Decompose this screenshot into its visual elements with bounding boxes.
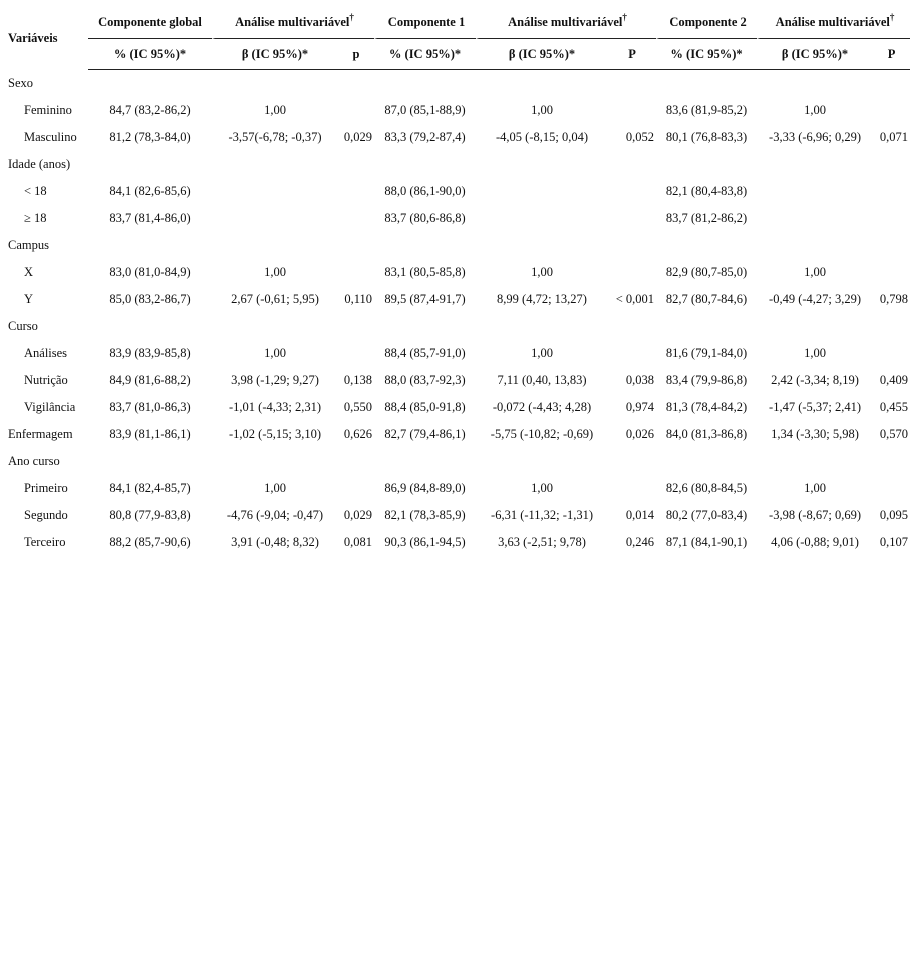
table-cell (212, 448, 338, 475)
table-cell (476, 178, 608, 205)
table-cell (212, 232, 338, 259)
table-cell: 0,455 (879, 400, 909, 414)
table-cell (757, 448, 873, 475)
variable-category-label: Análises (24, 346, 68, 360)
table-cell: 4,06 (-0,88; 9,01) (771, 535, 859, 549)
table-cell: 84,0 (81,3-86,8) (665, 427, 748, 441)
table-cell: < 0,001 (615, 292, 655, 306)
table-cell (88, 448, 212, 475)
table-cell (374, 151, 476, 178)
variable-group-label: Campus (8, 238, 49, 252)
table-cell: 80,1 (76,8-83,3) (665, 130, 748, 144)
subheader-pct-global: % (IC 95%)* (88, 39, 212, 70)
variable-category-label: Vigilância (24, 400, 76, 414)
table-cell (476, 313, 608, 340)
table-cell: 87,1 (84,1-90,1) (665, 535, 748, 549)
header-row-subcolumns (4, 39, 910, 70)
variables-header: Variáveis (8, 30, 58, 45)
table-cell: 88,2 (85,7-90,6) (109, 535, 191, 549)
table-cell (873, 70, 910, 97)
table-cell: 0,081 (343, 535, 373, 549)
table-cell: 83,7 (80,6-86,8) (384, 211, 466, 225)
table-cell (873, 205, 910, 232)
table-cell: 1,00 (264, 346, 286, 360)
table-cell (476, 205, 608, 232)
subheader-p-3: P (873, 39, 910, 70)
table-cell: 82,1 (78,3-85,9) (384, 508, 466, 522)
table-cell: -1,01 (-4,33; 2,31) (229, 400, 321, 414)
table-cell: 0,626 (343, 427, 373, 441)
table-cell (338, 259, 374, 286)
table-cell (212, 313, 338, 340)
table-cell (338, 97, 374, 124)
group-header-global: Componente global (88, 6, 212, 39)
table-row (4, 70, 910, 97)
table-cell: 82,7 (79,4-86,1) (384, 427, 466, 441)
table-cell: 85,0 (83,2-86,7) (109, 292, 191, 306)
table-row (4, 97, 910, 124)
table-row (4, 502, 910, 529)
table-cell (88, 313, 212, 340)
table-cell: 0,550 (343, 400, 373, 414)
table-cell (608, 97, 656, 124)
variable-category-label: Masculino (24, 130, 77, 144)
table-cell: 88,0 (86,1-90,0) (384, 184, 466, 198)
results-table (4, 6, 910, 556)
table-cell (374, 313, 476, 340)
table-cell: 1,00 (531, 103, 553, 117)
table-cell (608, 448, 656, 475)
subheader-beta-2: β (IC 95%)* (476, 39, 608, 70)
table-cell (338, 313, 374, 340)
table-cell (476, 448, 608, 475)
table-cell (608, 232, 656, 259)
table-cell: 84,9 (81,6-88,2) (109, 373, 191, 387)
table-cell (212, 70, 338, 97)
variable-group-label: Idade (anos) (8, 157, 71, 171)
table-cell (338, 205, 374, 232)
table-cell: 83,7 (81,4-86,0) (109, 211, 191, 225)
variable-group-label: Curso (8, 319, 38, 333)
table-cell: -5,75 (-10,82; -0,69) (490, 427, 594, 441)
table-row (4, 340, 910, 367)
table-row (4, 259, 910, 286)
table-cell (656, 448, 757, 475)
table-cell: 0,570 (879, 427, 909, 441)
table-cell: -0,072 (-4,43; 4,28) (492, 400, 592, 414)
table-cell: 0,138 (343, 373, 373, 387)
table-cell: 82,7 (80,7-84,6) (665, 292, 748, 306)
dagger-mark: † (349, 11, 354, 22)
group-header-component-2: Componente 2 (656, 6, 757, 39)
variable-category-label: < 18 (24, 184, 47, 198)
table-cell: 1,00 (531, 481, 553, 495)
table-cell (338, 232, 374, 259)
variable-group-label: Ano curso (8, 454, 60, 468)
table-cell (338, 151, 374, 178)
dagger-mark: † (622, 11, 627, 22)
table-cell (873, 232, 910, 259)
table-cell: -1,02 (-5,15; 3,10) (229, 427, 321, 441)
table-cell: 1,00 (804, 265, 826, 279)
group-header-multivariable-3: Análise multivariável† (757, 6, 910, 39)
table-cell (757, 205, 873, 232)
table-cell: 0,029 (343, 130, 373, 144)
table-row (4, 475, 910, 502)
table-cell (88, 151, 212, 178)
table-cell (476, 232, 608, 259)
table-cell: 84,1 (82,6-85,6) (109, 184, 191, 198)
table-cell: 0,107 (879, 535, 909, 549)
table-cell (873, 178, 910, 205)
table-row (4, 394, 910, 421)
table-cell: 0,798 (879, 292, 909, 306)
table-row (4, 124, 910, 151)
table-cell (608, 151, 656, 178)
table-cell: -4,76 (-9,04; -0,47) (226, 508, 324, 522)
table-row (4, 286, 910, 313)
table-cell: 83,1 (80,5-85,8) (384, 265, 466, 279)
table-cell: 83,0 (81,0-84,9) (109, 265, 191, 279)
table-cell (608, 178, 656, 205)
variable-category-label: Enfermagem (8, 427, 73, 441)
table-cell (476, 151, 608, 178)
table-cell: 81,3 (78,4-84,2) (665, 400, 748, 414)
table-cell (212, 205, 338, 232)
table-cell: 1,00 (531, 265, 553, 279)
table-cell: 81,2 (78,3-84,0) (109, 130, 191, 144)
table-cell: 83,4 (79,9-86,8) (665, 373, 748, 387)
table-cell (608, 340, 656, 367)
table-cell (873, 313, 910, 340)
table-cell (374, 448, 476, 475)
table-cell: 1,00 (264, 481, 286, 495)
table-cell: 0,110 (344, 292, 373, 306)
table-cell (212, 151, 338, 178)
table-cell: 80,8 (77,9-83,8) (109, 508, 191, 522)
subheader-p-2: P (608, 39, 656, 70)
table-cell: 82,6 (80,8-84,5) (665, 481, 748, 495)
table-cell (757, 70, 873, 97)
table-cell: 0,038 (625, 373, 655, 387)
table-cell: 3,63 (-2,51; 9,78) (498, 535, 586, 549)
table-cell (338, 448, 374, 475)
table-cell: 84,1 (82,4-85,7) (109, 481, 191, 495)
table-cell: 0,246 (625, 535, 655, 549)
table-cell (656, 151, 757, 178)
table-cell (476, 70, 608, 97)
table-cell: -3,98 (-8,67; 0,69) (769, 508, 862, 522)
table-cell (338, 178, 374, 205)
subheader-pct-component-2: % (IC 95%)* (656, 39, 757, 70)
table-cell (873, 97, 910, 124)
table-cell: 3,91 (-0,48; 8,32) (231, 535, 319, 549)
table-row (4, 313, 910, 340)
table-cell (608, 205, 656, 232)
group-header-component-1: Componente 1 (374, 6, 476, 39)
table-cell: 3,98 (-1,29; 9,27) (231, 373, 319, 387)
dagger-mark: † (889, 11, 895, 22)
table-cell (212, 178, 338, 205)
table-row (4, 421, 910, 448)
table-cell (873, 340, 910, 367)
table-cell (608, 475, 656, 502)
table-cell (88, 232, 212, 259)
table-cell: 0,071 (879, 130, 909, 144)
table-cell (374, 232, 476, 259)
table-cell (656, 232, 757, 259)
table-cell: 88,4 (85,0-91,8) (384, 400, 466, 414)
table-cell: 89,5 (87,4-91,7) (384, 292, 466, 306)
table-cell: 1,00 (804, 346, 826, 360)
table-cell: 80,2 (77,0-83,4) (665, 508, 748, 522)
table-row (4, 448, 910, 475)
table-cell: 83,3 (79,2-87,4) (384, 130, 466, 144)
table-cell: -4,05 (-8,15; 0,04) (496, 130, 589, 144)
table-cell: 1,00 (804, 103, 826, 117)
table-cell: 1,00 (264, 103, 286, 117)
table-cell: 86,9 (84,8-89,0) (384, 481, 466, 495)
table-cell: 81,6 (79,1-84,0) (665, 346, 748, 360)
variable-category-label: Terceiro (24, 535, 66, 549)
table-cell: -6,31 (-11,32; -1,31) (491, 508, 593, 522)
table-cell (608, 259, 656, 286)
table-cell: -1,47 (-5,37; 2,41) (769, 400, 862, 414)
table-cell: 83,7 (81,0-86,3) (109, 400, 191, 414)
table-cell (656, 313, 757, 340)
table-cell (656, 70, 757, 97)
table-cell (873, 448, 910, 475)
table-row (4, 529, 910, 556)
variable-category-label: X (24, 265, 34, 279)
table-cell: 83,9 (81,1-86,1) (109, 427, 191, 441)
table-cell: 0,014 (625, 508, 655, 522)
variable-category-label: ≥ 18 (24, 211, 47, 225)
table-cell (757, 232, 873, 259)
table-cell: 83,7 (81,2-86,2) (665, 211, 748, 225)
table-cell (374, 70, 476, 97)
group-header-multivariable-2: Análise multivariável† (476, 6, 656, 39)
table-cell (757, 151, 873, 178)
table-cell: 0,409 (879, 373, 909, 387)
table-cell (338, 340, 374, 367)
table-cell: -0,49 (-4,27; 3,29) (769, 292, 862, 306)
table-cell: 90,3 (86,1-94,5) (384, 535, 466, 549)
table-cell: 0,095 (879, 508, 909, 522)
table-body (4, 70, 910, 556)
table-cell (88, 70, 212, 97)
table-cell: 1,00 (531, 346, 553, 360)
table-cell (338, 475, 374, 502)
table-cell: 2,67 (-0,61; 5,95) (231, 292, 319, 306)
variable-category-label: Nutrição (24, 373, 68, 387)
table-cell: 88,0 (83,7-92,3) (384, 373, 466, 387)
table-cell: -3,33 (-6,96; 0,29) (769, 130, 862, 144)
table-row (4, 151, 910, 178)
subheader-beta-3: β (IC 95%)* (757, 39, 873, 70)
table-row (4, 232, 910, 259)
table-cell: 87,0 (85,1-88,9) (384, 103, 466, 117)
table-cell (873, 475, 910, 502)
table-cell (608, 70, 656, 97)
table-cell: 7,11 (0,40, 13,83) (497, 373, 587, 387)
subheader-beta-1: β (IC 95%)* (212, 39, 338, 70)
variable-group-label: Sexo (8, 76, 33, 90)
table-cell: 82,9 (80,7-85,0) (665, 265, 748, 279)
table-cell: 8,99 (4,72; 13,27) (497, 292, 587, 306)
table-cell (873, 259, 910, 286)
table-cell: 2,42 (-3,34; 8,19) (771, 373, 859, 387)
table-cell: 83,6 (81,9-85,2) (665, 103, 748, 117)
table-cell: 82,1 (80,4-83,8) (665, 184, 748, 198)
table-cell (338, 70, 374, 97)
table-cell: 83,9 (83,9-85,8) (109, 346, 191, 360)
variable-category-label: Segundo (24, 508, 68, 522)
table-cell: 0,974 (625, 400, 655, 414)
subheader-pct-component-1: % (IC 95%)* (374, 39, 476, 70)
table-cell: -3,57(-6,78; -0,37) (228, 130, 322, 144)
group-header-multivariable-1: Análise multivariável† (212, 6, 374, 39)
table-cell: 1,00 (804, 481, 826, 495)
table-cell (873, 151, 910, 178)
table-cell: 88,4 (85,7-91,0) (384, 346, 466, 360)
table-cell: 1,34 (-3,30; 5,98) (771, 427, 859, 441)
table-row (4, 205, 910, 232)
table-cell (608, 313, 656, 340)
table-cell: 84,7 (83,2-86,2) (109, 103, 191, 117)
table-cell: 0,026 (625, 427, 655, 441)
table-row (4, 367, 910, 394)
variable-category-label: Feminino (24, 103, 72, 117)
table-cell: 1,00 (264, 265, 286, 279)
table-cell: 0,029 (343, 508, 373, 522)
variable-category-label: Primeiro (24, 481, 68, 495)
table-row (4, 178, 910, 205)
variable-category-label: Y (24, 292, 34, 306)
table-cell (757, 178, 873, 205)
header-row-groups (4, 6, 910, 39)
subheader-p-1: p (338, 39, 374, 70)
table-cell (757, 313, 873, 340)
table-cell: 0,052 (625, 130, 655, 144)
